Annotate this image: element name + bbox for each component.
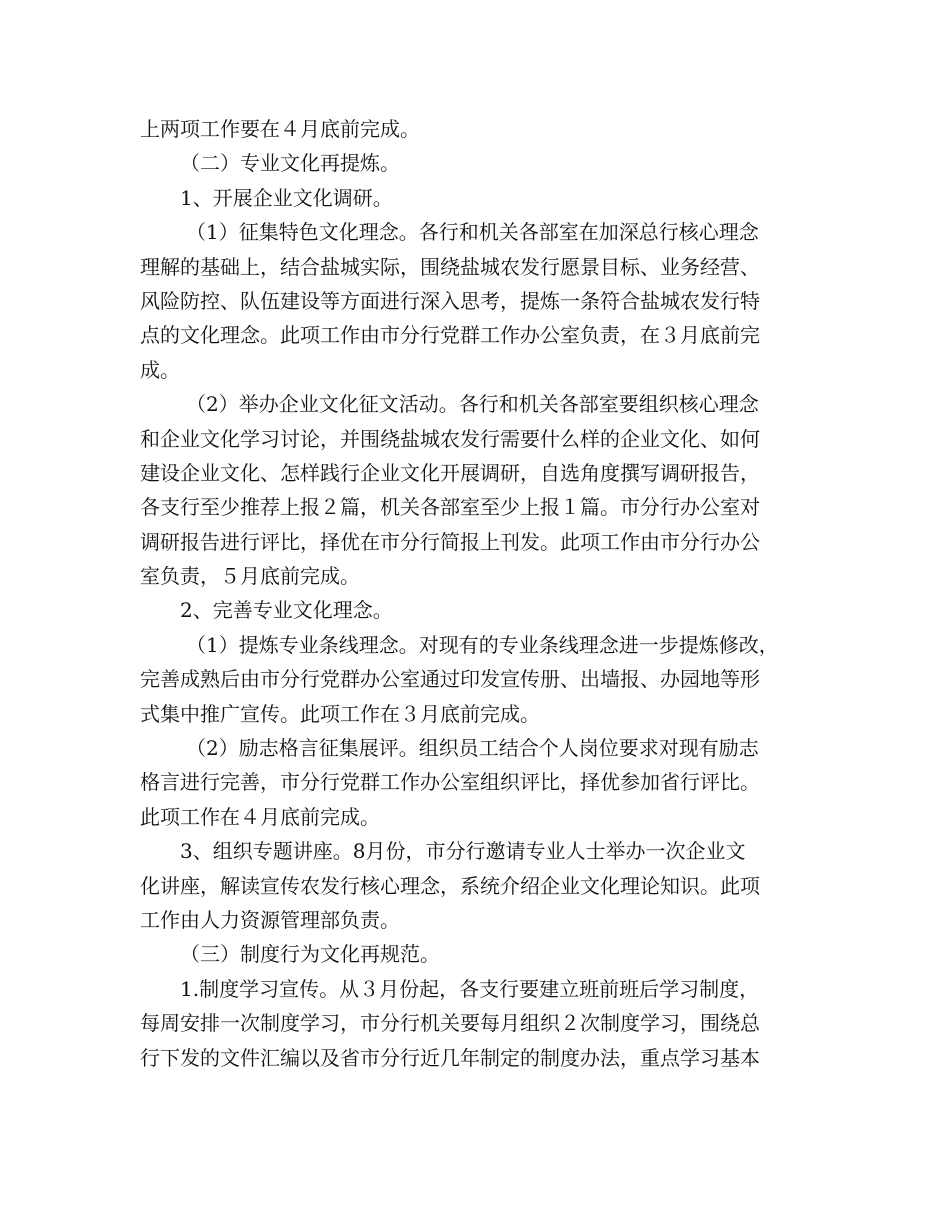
- paragraph-start: （2）举办企业文化征文活动。各行和机关各部室要组织核心理念: [186, 392, 759, 417]
- text-line: 风险防控、队伍建设等方面进行深入思考，提炼一条符合盐城农发行特: [140, 288, 760, 313]
- text-line: 点的文化理念。此项工作由市分行党群工作办公室负责，在３月底前完: [140, 323, 760, 348]
- paragraph-start: （2）励志格言征集展评。组织员工结合个人岗位要求对现有励志: [186, 736, 759, 761]
- paragraph-start: （1）征集特色文化理念。各行和机关各部室在加深总行核心理念: [186, 220, 759, 245]
- text-line: 格言进行完善，市分行党群工作办公室组织评比，择优参加省行评比。: [140, 770, 760, 795]
- text-line: 完善成熟后由市分行党群办公室通过印发宣传册、出墙报、办园地等形: [140, 667, 760, 692]
- text-line: 和企业文化学习讨论，并围绕盐城农发行需要什么样的企业文化、如何: [140, 426, 760, 451]
- section-heading: （三）制度行为文化再规范。: [180, 942, 440, 967]
- paragraph-start: （1）提炼专业条线理念。对现有的专业条线理念进一步提炼修改，: [186, 632, 779, 657]
- text-line: 工作由人力资源管理部负责。: [140, 907, 400, 932]
- document-body: [140, 112, 820, 1075]
- text-line: 室负责，５月底前完成。: [140, 564, 360, 589]
- text-line: 上两项工作要在４月底前完成。: [140, 117, 420, 141]
- text-line: 各支行至少推荐上报２篇，机关各部室至少上报１篇。市分行办公室对: [140, 495, 760, 520]
- subsection-heading: 1.制度学习宣传。从３月份起，各支行要建立班前班后学习制度，: [180, 976, 760, 1001]
- subsection-heading: 2、完善专业文化理念。: [180, 598, 393, 623]
- text-line: 理解的基础上，结合盐城实际，围绕盐城农发行愿景目标、业务经营、: [140, 254, 760, 279]
- section-heading: （二）专业文化再提炼。: [180, 151, 400, 176]
- text-line: 行下发的文件汇编以及省市分行近几年制定的制度办法，重点学习基本: [140, 1045, 760, 1070]
- subsection-heading: 1、开展企业文化调研。: [180, 185, 393, 210]
- text-line: 此项工作在４月底前完成。: [140, 804, 380, 829]
- text-line: 每周安排一次制度学习，市分行机关要每月组织２次制度学习，围绕总: [140, 1011, 760, 1036]
- subsection-heading: 3、组织专题讲座。8月份，市分行邀请专业人士举办一次企业文: [180, 839, 746, 864]
- text-line: 化讲座，解读宣传农发行核心理念，系统介绍企业文化理论知识。此项: [140, 873, 760, 898]
- text-line: 式集中推广宣传。此项工作在３月底前完成。: [140, 701, 540, 726]
- text-line: 调研报告进行评比，择优在市分行简报上刊发。此项工作由市分行办公: [140, 529, 760, 554]
- text-line: 成。: [140, 357, 180, 382]
- text-line: 建设企业文化、怎样践行企业文化开展调研，自选角度撰写调研报告，: [140, 460, 760, 485]
